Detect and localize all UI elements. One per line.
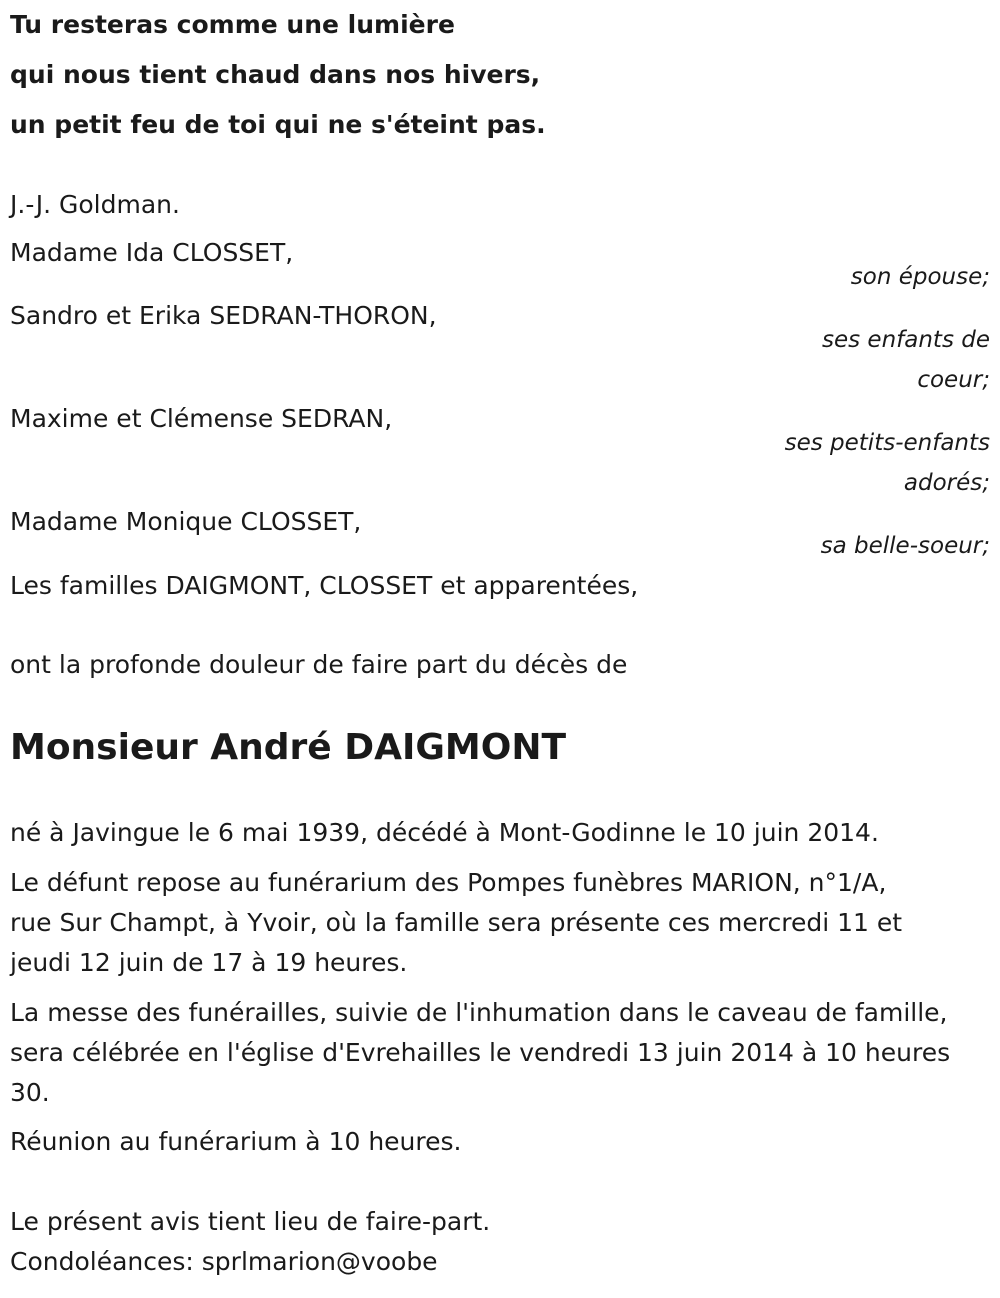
family-member-relation: ses enfants de [822,327,990,353]
mass-info-line: sera célébrée en l'église d'Evrehailles le vendredi 13 juin 2014 à 10 heures [10,1038,951,1067]
mass-info-line: La messe des funérailles, suivie de l'inhumation dans le caveau de famille, [10,998,948,1027]
rest-info-line: Le défunt repose au funérarium des Pompes funèbres MARION, n°1/A, [10,868,887,897]
family-member-relation: sa belle-soeur; [820,533,990,559]
mass-info-line: 30. [10,1078,50,1107]
family-member-name: Maxime et Clémense SEDRAN, [10,404,393,433]
condolences-text: Condoléances: sprlmarion@voobe [10,1247,438,1276]
rest-info-line: jeudi 12 juin de 17 à 19 heures. [10,948,408,977]
family-member-relation: son épouse; [850,264,990,290]
family-member-name: Sandro et Erika SEDRAN-THORON, [10,301,437,330]
family-member-name: Madame Monique CLOSSET, [10,507,362,536]
poem-line-2: qui nous tient chaud dans nos hivers, [10,60,541,89]
poem-line-3: un petit feu de toi qui ne s'éteint pas. [10,110,546,139]
deceased-name: Monsieur André DAIGMONT [10,727,567,768]
family-member-relation: coeur; [917,367,990,393]
rest-info-line: rue Sur Champt, à Yvoir, où la famille sera présente ces mercredi 11 et [10,908,903,937]
family-member-name: Les familles DAIGMONT, CLOSSET et apparentées, [10,571,639,600]
family-member-relation: adorés; [903,470,990,496]
poem-author: J.-J. Goldman. [10,190,180,219]
birth-death-info: né à Javingue le 6 mai 1939, décédé à Mont-Godinne le 10 juin 2014. [10,818,879,847]
meeting-info: Réunion au funérarium à 10 heures. [10,1127,462,1156]
family-member-relation: ses petits-enfants [784,430,990,456]
notice-text: Le présent avis tient lieu de faire-part. [10,1207,491,1236]
poem-line-1: Tu resteras comme une lumière [10,10,455,39]
announcement: ont la profonde douleur de faire part du décès de [10,650,628,679]
family-member-name: Madame Ida CLOSSET, [10,238,294,267]
